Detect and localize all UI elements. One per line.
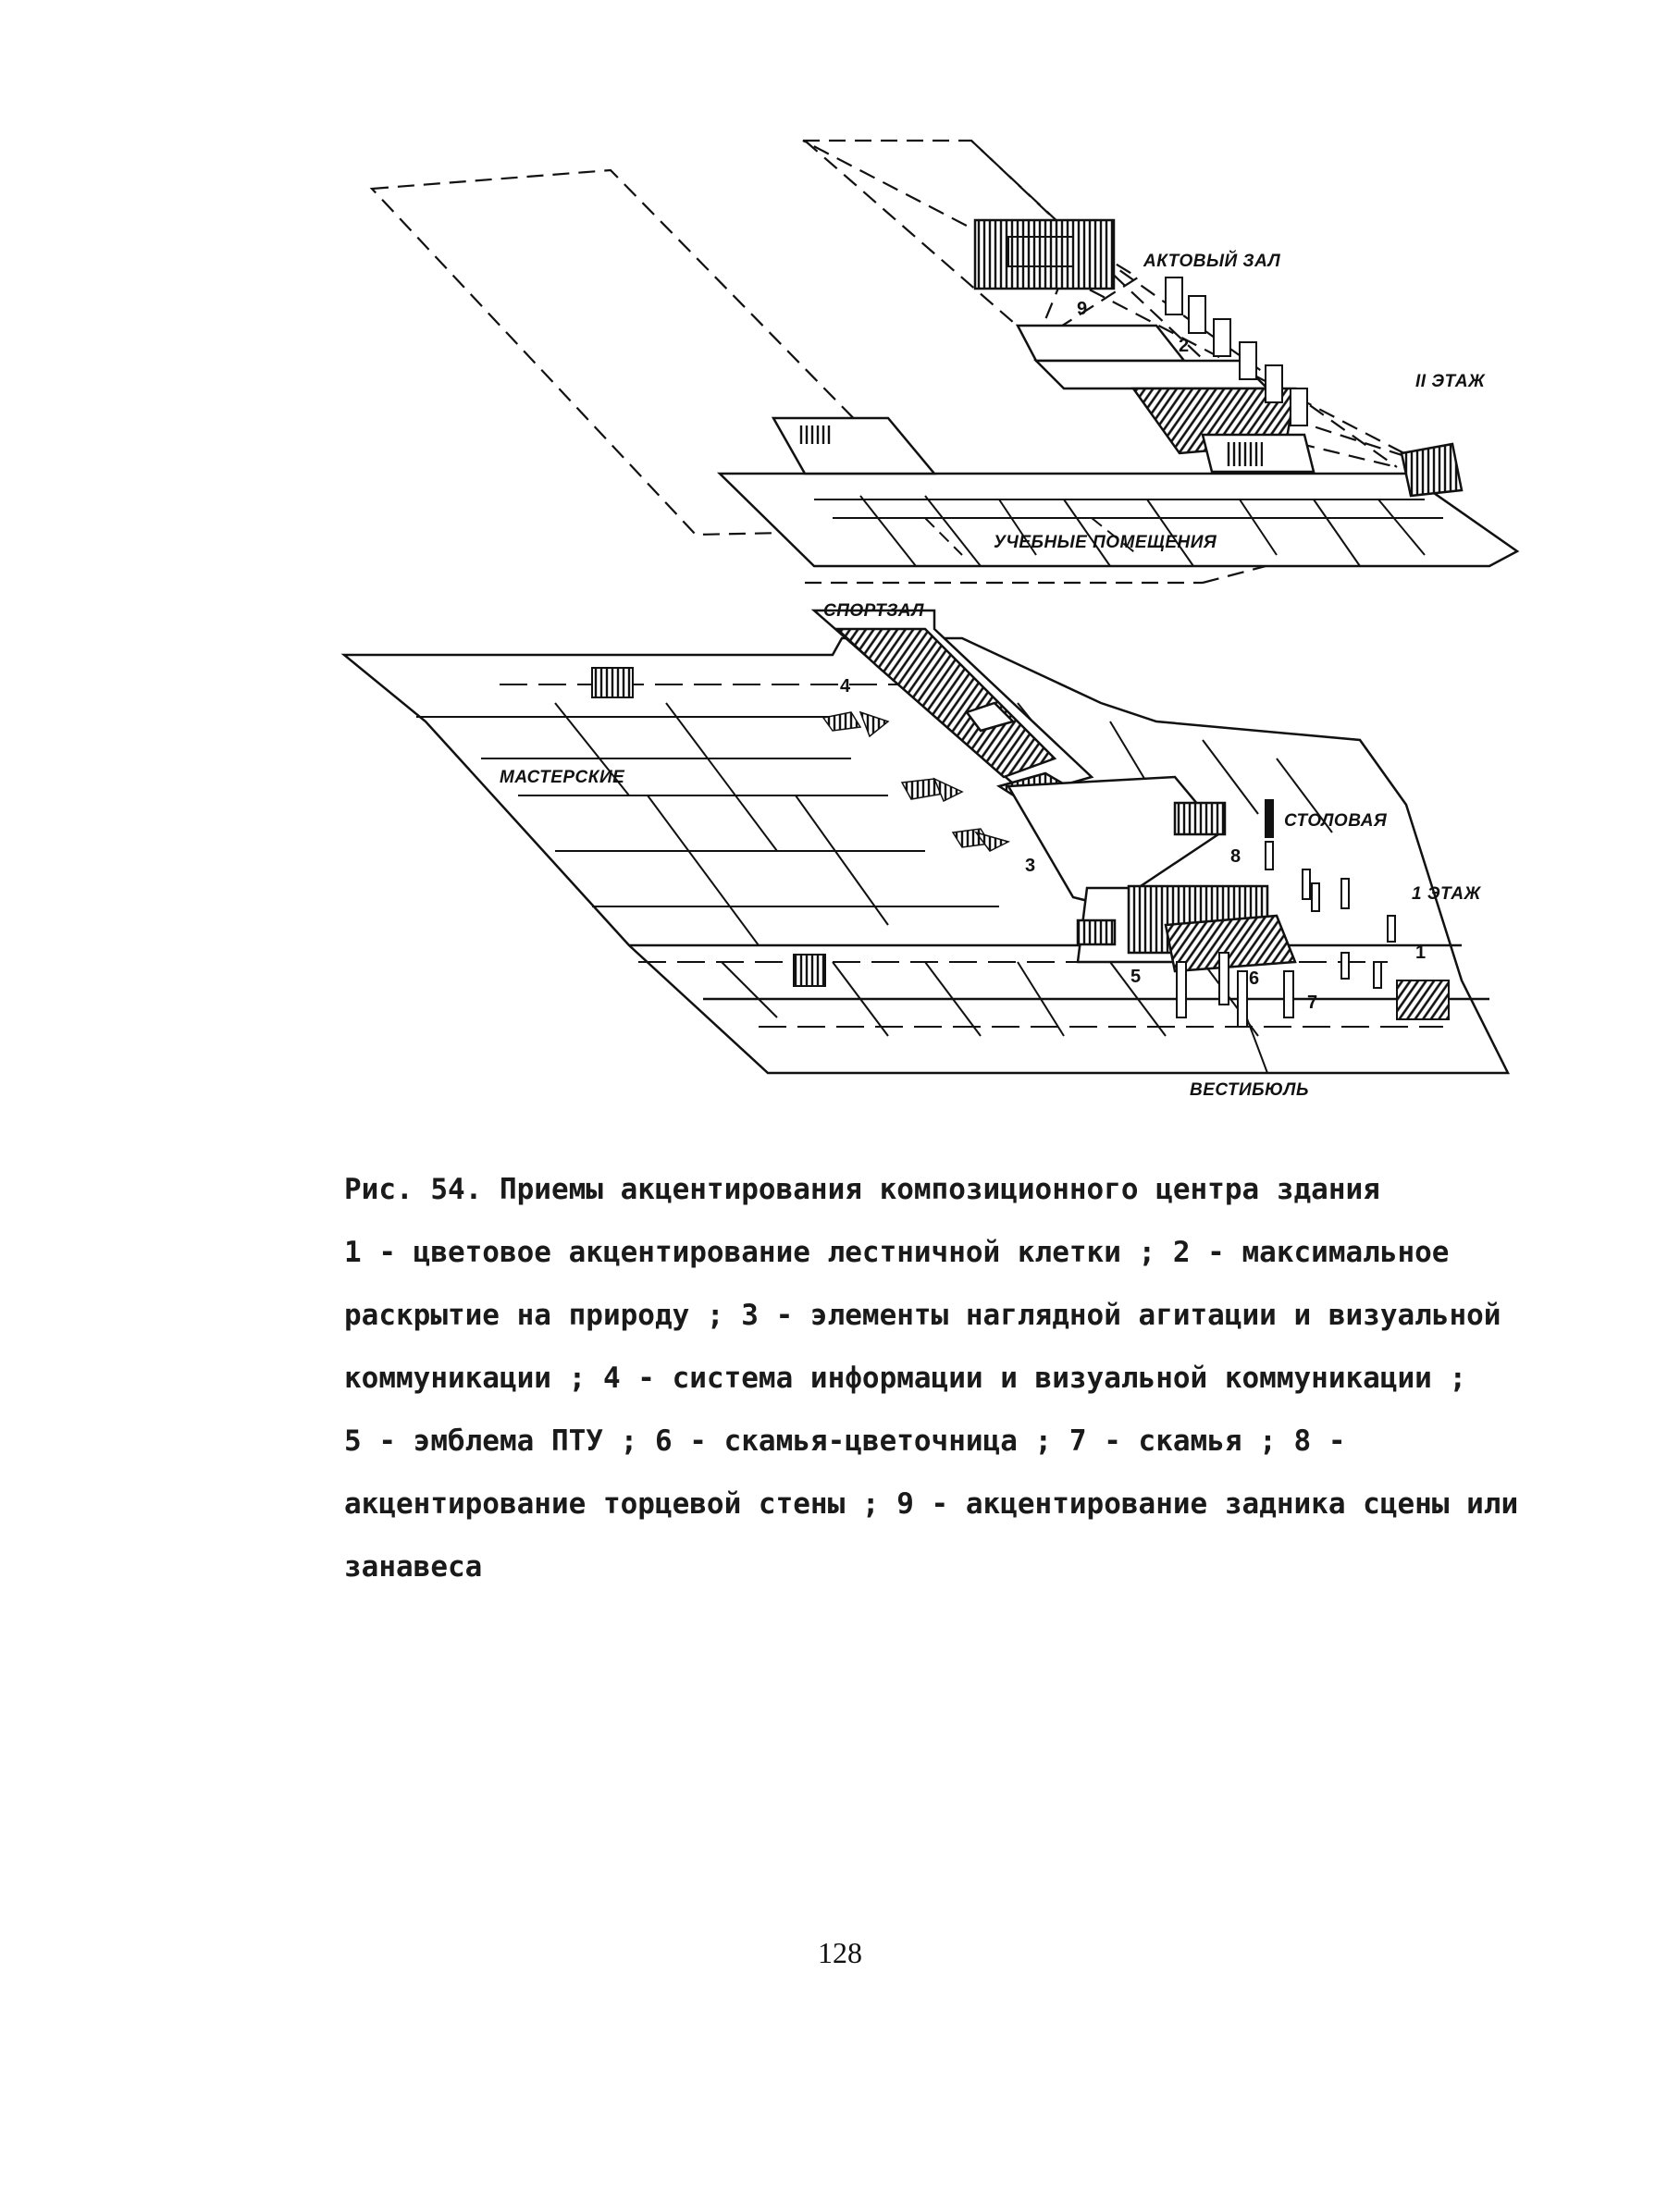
label-assembly-hall: АКТОВЫЙ ЗАЛ (1143, 252, 1281, 271)
label-classrooms: УЧЕБНЫЕ ПОМЕЩЕНИЯ (994, 533, 1217, 552)
label-lobby: ВЕСТИБЮЛЬ (1190, 1080, 1309, 1100)
label-floor-1: 1 ЭТАЖ (1412, 884, 1481, 904)
marker-4: 4 (840, 676, 851, 697)
caption-title: Рис. 54. Приемы акцентирования композиционного центра здания (344, 1173, 1380, 1206)
label-floor-2: II ЭТАЖ (1415, 372, 1486, 391)
marker-5: 5 (1130, 967, 1142, 987)
label-workshops: МАСТЕРСКИЕ (500, 768, 625, 787)
marker-2: 2 (1179, 336, 1190, 356)
second-floor-plan (372, 141, 1517, 583)
figure-caption (344, 1158, 1602, 1598)
caption-legend-part-1: 1 - цветовое акцентирование лестничной клетки ; 2 - максимальное раскрытие на природу ; 3 - элементы наглядной агитации и визуальной коммуникации ; 4 - система информации и визуальной коммуникации ; (344, 1236, 1501, 1395)
marker-7: 7 (1307, 993, 1318, 1013)
marker-6: 6 (1249, 968, 1260, 989)
page-number: 128 (818, 1936, 862, 1969)
marker-8: 8 (1230, 846, 1241, 867)
first-floor-plan (344, 610, 1508, 1073)
caption-legend-part-2: 5 - эмблема ПТУ ; 6 - скамья-цветочница ; 7 - скамья ; 8 - акцентирование торцевой стены ; 9 - акцентирование задника сцены или занавеса (344, 1424, 1519, 1584)
marker-3: 3 (1025, 856, 1036, 876)
label-canteen: СТОЛОВАЯ (1284, 811, 1388, 831)
marker-1: 1 (1415, 943, 1427, 963)
label-gym: СПОРТЗАЛ (823, 601, 924, 621)
marker-9: 9 (1077, 299, 1088, 319)
